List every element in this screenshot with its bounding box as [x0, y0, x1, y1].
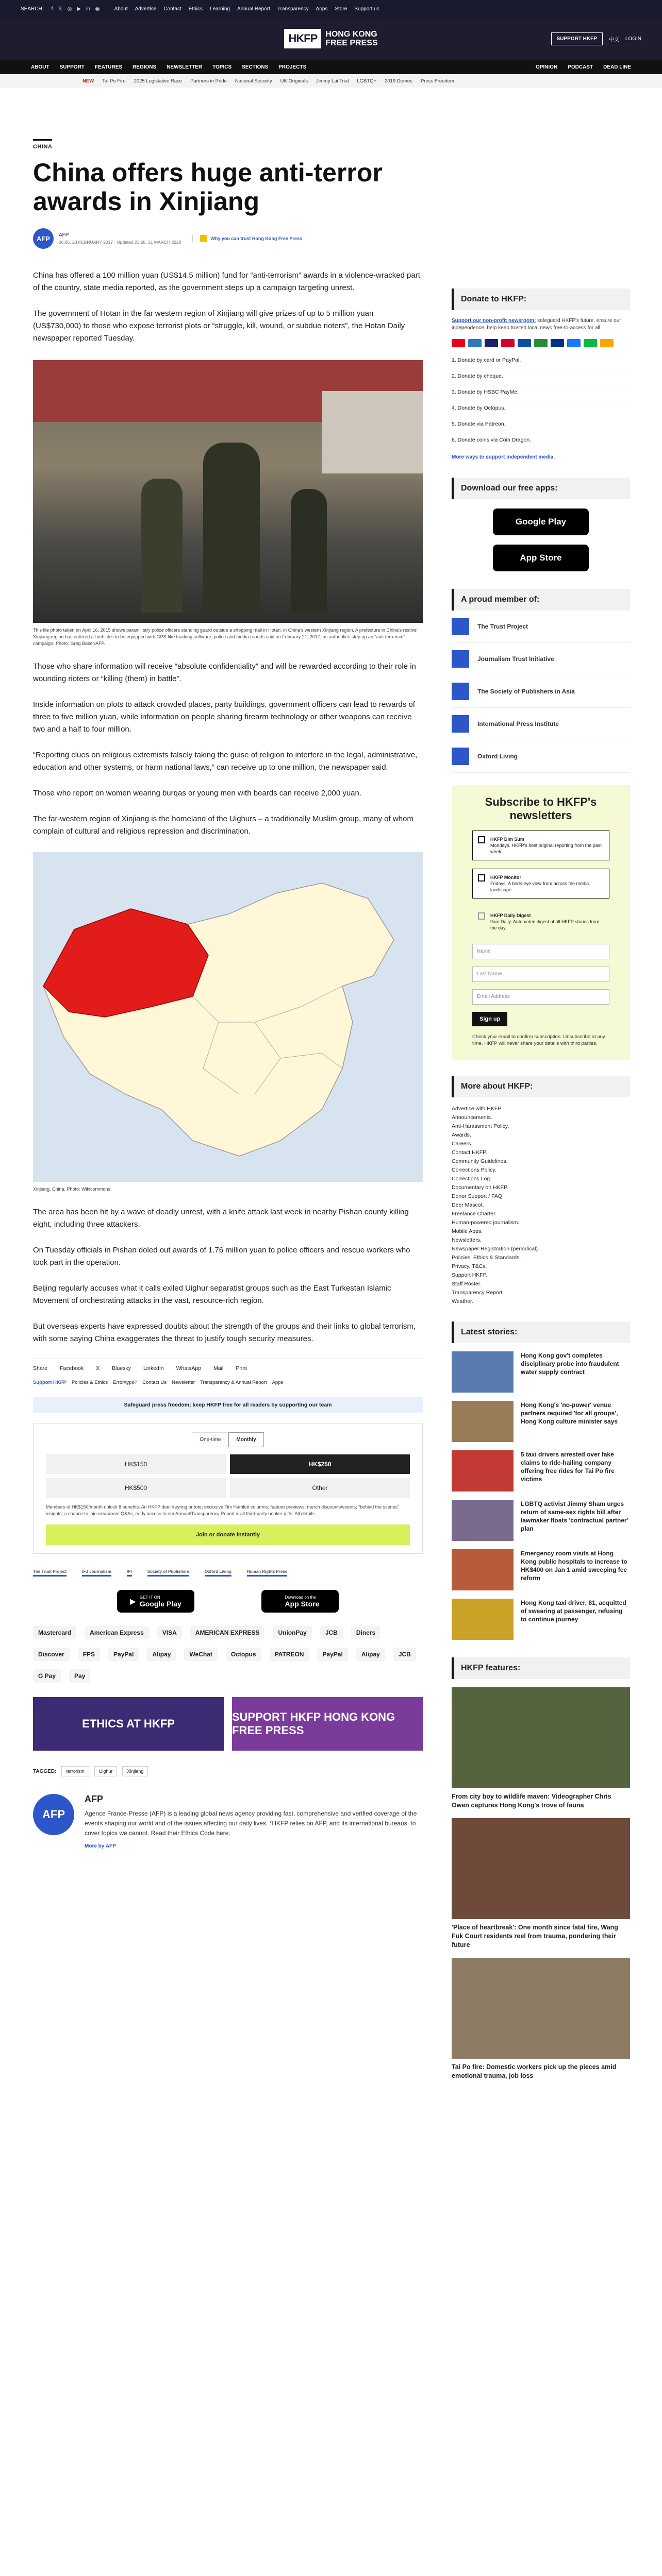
features-section [452, 1657, 630, 2080]
footer-link[interactable]: Error/typo? [113, 1380, 138, 1385]
payment-logo: American Express [85, 1626, 149, 1639]
latest-story[interactable] [452, 1500, 630, 1541]
x-icon[interactable]: 𝕏 [58, 6, 62, 12]
about-link[interactable]: Freelance Charter. [452, 1211, 496, 1217]
sidebar [452, 289, 630, 2080]
top-link[interactable]: Advertise [135, 6, 157, 12]
latest-section [452, 1321, 630, 1640]
trending-label: NEW [82, 78, 94, 84]
photo-car [322, 391, 423, 473]
about-link[interactable]: Deer Mascot. [452, 1202, 484, 1208]
author-box-avatar[interactable]: AFP [33, 1794, 74, 1835]
instagram-icon[interactable]: ◎ [67, 6, 72, 12]
login-link[interactable]: LOGIN [625, 36, 641, 42]
share-label: Share [33, 1365, 48, 1371]
tab-monthly[interactable]: Monthly [228, 1432, 263, 1447]
feature-headline: 'Place of heartbreak': One month since fatal fire, Wang Fuk Court residents reel from trauma, pondering their future [452, 1924, 618, 1948]
about-section-title: More about HKFP: [452, 1076, 630, 1097]
donate-methods [452, 352, 630, 448]
member-name: The Society of Publishers in Asia [477, 688, 575, 695]
nav-item[interactable]: SECTIONS [242, 64, 269, 70]
alipay-icon [567, 339, 581, 347]
fps-icon [534, 339, 548, 347]
feature-image [452, 1687, 630, 1788]
checkbox-checked-icon[interactable] [478, 874, 485, 882]
payment-logo: Alipay [147, 1648, 176, 1661]
author-box [33, 1794, 423, 1849]
story-thumbnail [452, 1599, 514, 1640]
donate-intro-link[interactable]: Support our non-profit newsroom: [452, 318, 536, 324]
donation-tabs [46, 1432, 410, 1447]
amount-option[interactable]: Other [230, 1478, 410, 1498]
nav-item[interactable]: DEAD LINE [603, 64, 631, 70]
trending-item[interactable]: Tai Po Fire [102, 78, 126, 84]
member-section-title: A proud member of: [452, 589, 630, 611]
partner-logo[interactable]: IPI [127, 1569, 132, 1577]
share-bar [33, 1359, 423, 1371]
member-item[interactable] [452, 708, 630, 740]
feature-item[interactable] [452, 1687, 630, 1810]
latest-story[interactable] [452, 1549, 630, 1590]
article [33, 139, 423, 1849]
partner-logo[interactable]: Society of Publishers [147, 1569, 189, 1577]
payment-logo: FPS [78, 1648, 100, 1661]
name-input[interactable]: Name [472, 944, 609, 959]
trending-item[interactable]: Press Freedom [420, 78, 454, 84]
footer-link[interactable]: Apps [272, 1380, 284, 1385]
search-link[interactable]: SEARCH [21, 6, 42, 12]
newsletter-option-desc: Mondays. HKFP's best original reporting from the past week. [490, 843, 602, 854]
tag[interactable]: Xinjiang [122, 1766, 148, 1776]
about-link[interactable]: Corrections Log. [452, 1176, 492, 1182]
nav-item[interactable]: OPINION [535, 64, 558, 70]
payment-logo: G Pay [33, 1669, 61, 1683]
share-linkedin[interactable]: LinkedIn [143, 1365, 164, 1371]
latest-story[interactable] [452, 1401, 630, 1442]
payment-logo: Octopus [226, 1648, 261, 1661]
social-icons [52, 6, 100, 12]
payment-logo: UnionPay [273, 1626, 311, 1639]
story-headline: Hong Kong taxi driver, 81, acquitted of swearing at passenger, refusing to continue journey [521, 1599, 626, 1623]
about-link[interactable]: Advertise with HKFP. [452, 1106, 502, 1112]
payment-logo: JCB [320, 1626, 343, 1639]
logo-line1: HONG KONG [325, 30, 377, 39]
amex-icon [468, 339, 482, 347]
footer-link[interactable]: Policies & Ethics [71, 1380, 108, 1385]
payment-logo: AMERICAN EXPRESS [190, 1626, 265, 1639]
nav-item[interactable]: PROJECTS [278, 64, 307, 70]
author-avatar[interactable]: AFP [33, 228, 54, 249]
tab-one-time[interactable]: One-time [192, 1432, 228, 1447]
share-print[interactable]: Print [236, 1365, 247, 1371]
story-thumbnail [452, 1500, 514, 1541]
trust-link[interactable] [192, 235, 302, 242]
about-link[interactable]: Contact HKFP. [452, 1149, 487, 1156]
payment-logo: JCB [393, 1648, 416, 1661]
story-thumbnail [452, 1549, 514, 1590]
feature-image [452, 1958, 630, 2059]
feature-image [452, 1818, 630, 1919]
latest-story[interactable] [452, 1450, 630, 1492]
last-name-input[interactable]: Last Name [472, 967, 609, 982]
payment-logo: Pay [69, 1669, 90, 1683]
paragraph: “Reporting clues on religious extremists falsely taking the guise of religion to interfere in the legal, administrative, education and other systems, or harm national laws,” can receive up to one million, the newspaper said. [33, 751, 418, 772]
newsletter-option-text [490, 912, 604, 931]
newsletter-option-text [490, 836, 604, 855]
newsletter-option-desc: 9am Daily. Automated digest of all HKFP stories from the day. [490, 919, 600, 930]
footer-link[interactable]: Contact Us [142, 1380, 167, 1385]
sidebar-app-store-button[interactable]: App Store [493, 545, 589, 571]
top-bar [0, 0, 662, 18]
linkedin-icon[interactable]: in [86, 6, 90, 12]
about-link[interactable]: Announcements. [452, 1114, 492, 1121]
logo-text [325, 30, 377, 47]
trending-item[interactable]: National Security [235, 78, 272, 84]
story-thumbnail [452, 1401, 514, 1442]
feature-headline: From city boy to wildlife maven: Videographer Chris Owen captures Hong Kong's trove of fauna [452, 1793, 611, 1809]
chinese-link[interactable]: 中文 [608, 37, 619, 43]
top-link[interactable]: Transparency [277, 6, 309, 12]
article-meta [33, 228, 423, 249]
member-logo-icon [452, 618, 469, 635]
story-thumbnail [452, 1351, 514, 1393]
photo-officer [291, 489, 327, 613]
newsletter-option-text [490, 874, 604, 893]
share-x[interactable]: X [96, 1365, 100, 1371]
about-link[interactable]: Newsletters. [452, 1237, 482, 1243]
author-bio: Agence France-Presse (AFP) is a leading global news agency providing fast, comprehensive and verified coverage of the events shaping our world and of the issues affecting our daily lives. *HKFP relies on AFP, and its international bureaus, to cover topics we cannot. Read their Ethics Code here. [85, 1810, 417, 1837]
partner-logo[interactable]: Oxford Living [205, 1569, 231, 1577]
visa-icon [485, 339, 498, 347]
payment-logo: PayPal [317, 1648, 347, 1661]
feature-item[interactable] [452, 1818, 630, 1950]
about-links [452, 1105, 630, 1306]
trending-item[interactable]: 2025 Legislative Race [134, 78, 183, 84]
partner-logo[interactable]: The Trust Project [33, 1569, 67, 1577]
payment-logo: Diners [351, 1626, 380, 1639]
donate-intro-text: safeguard HKFP's future, ensure our independence, help keep trusted local news free-to-access for all. [452, 318, 621, 331]
amount-option[interactable]: HK$150 [46, 1454, 226, 1474]
member-item[interactable] [452, 675, 630, 708]
payment-logo: Alipay [356, 1648, 385, 1661]
trending-item[interactable]: UK Originals [280, 78, 308, 84]
share-whatsapp[interactable]: WhatsApp [176, 1365, 202, 1371]
paragraph: The far-western region of Xinjiang is the homeland of the Uighurs – a traditionally Muslim group, many of whom complain of cultural and religious repression and discrimination. [33, 815, 413, 836]
checkbox-checked-icon[interactable] [478, 836, 485, 843]
member-logo-icon [452, 650, 469, 668]
share-bluesky[interactable]: Bluesky [112, 1365, 131, 1371]
brand-actions [551, 32, 641, 45]
donate-section-title: Donate to HKFP: [452, 289, 630, 310]
brand-header [0, 18, 662, 60]
donate-method[interactable]: 6. Donate coins via Coin Dragon. [452, 432, 630, 448]
paragraph: The area has been hit by a wave of deadly unrest, with a knife attack last week in nearby Pishan county killing eight, including three attackers. [33, 1208, 409, 1229]
app-store-small: Download on the [285, 1595, 316, 1600]
top-link[interactable]: Annual Report [237, 6, 270, 12]
rss-icon[interactable]: ◉ [95, 6, 100, 12]
sidebar-google-play-button[interactable]: Google Play [493, 509, 589, 535]
paypal-icon [551, 339, 564, 347]
tags-label: TAGGED: [33, 1768, 57, 1774]
latest-section-title: Latest stories: [452, 1321, 630, 1343]
story-headline: 5 taxi drivers arrested over fake claims to ride-hailing company offering free rides for Tai Po fire victims [521, 1451, 615, 1483]
about-link[interactable]: Corrections Policy. [452, 1167, 496, 1173]
footer-link-label: Support HKFP [33, 1380, 67, 1385]
paragraph: China has offered a 100 million yuan (US$14.5 million) fund for “anti-terrorism” awards in a violence-wracked part of the country, state media reported, as the government steps up a campaign targeting unrest. [33, 271, 420, 292]
trending-bar [0, 74, 662, 88]
facebook-icon[interactable]: f [51, 6, 53, 12]
email-input[interactable]: Email Address [472, 989, 609, 1005]
share-facebook[interactable]: Facebook [60, 1365, 84, 1371]
member-name: International Press Institute [477, 720, 559, 727]
google-play-text [140, 1595, 181, 1608]
payment-logo: PayPal [108, 1648, 139, 1661]
about-link[interactable]: Human-powered journalism. [452, 1219, 520, 1226]
nav-item[interactable]: NEWSLETTER [167, 64, 203, 70]
payment-logo: VISA [157, 1626, 182, 1639]
join-button[interactable]: Join or donate instantly [46, 1524, 410, 1545]
google-play-small: GET IT ON [139, 1595, 160, 1600]
article-photo [33, 360, 423, 623]
member-name: Oxford Living [477, 753, 518, 760]
story-thumbnail [452, 1450, 514, 1492]
checkbox-icon[interactable] [478, 912, 485, 920]
photo-caption: This file photo taken on April 16, 2015 shows paramilitary police officers standing guard outside a shopping mall in Hotan, in China's western Xinjiang region. A prefecture in China's restive Xinjiang region has ordered all vehicles to be equipped with GPS-like tracking software, police and media reports said on February 21, 2017, as authorities step up an “anti-terrorism” campaign. Photo: Greg Baker/AFP. [33, 628, 417, 646]
feature-item[interactable] [452, 1958, 630, 2080]
signup-button[interactable]: Sign up [472, 1012, 507, 1026]
member-name: Journalism Trust Initiative [477, 655, 554, 663]
feature-headline: Tai Po fire: Domestic workers pick up the pieces amid emotional trauma, job loss [452, 2063, 617, 2079]
about-link[interactable]: Documentary on HKFP. [452, 1184, 508, 1191]
footer-link[interactable] [33, 1380, 67, 1385]
payment-logo: Discover [33, 1648, 70, 1661]
map-graphic [33, 852, 423, 1182]
partner-logo[interactable]: IFJ Journalism [82, 1569, 111, 1577]
top-link[interactable]: Support us [354, 6, 379, 12]
site-logo[interactable] [284, 29, 377, 48]
member-name: The Trust Project [477, 623, 528, 630]
member-item[interactable] [452, 643, 630, 675]
payment-logo: Mastercard [33, 1626, 76, 1639]
story-headline: Emergency room visits at Hong Kong public hospitals to increase to HK$400 on Jan 1 amid sweeping fee reform [521, 1550, 627, 1582]
google-play-name: Google Play [139, 1599, 181, 1608]
about-link[interactable]: Donor Support / FAQ. [452, 1193, 504, 1199]
about-link[interactable]: Mobile Apps. [452, 1228, 483, 1234]
donate-method[interactable]: 5. Donate via Patreon. [452, 416, 630, 432]
story-headline: Hong Kong gov't completes disciplinary probe into fraudulent water supply contract [521, 1352, 619, 1376]
top-link[interactable]: Contact [163, 6, 181, 12]
donate-method[interactable]: 3. Donate by HSBC PayMe. [452, 384, 630, 400]
map-caption: Xinjiang, China. Photo: Wikicommons. [33, 1187, 112, 1192]
about-link[interactable]: Privacy, T&Cs. [452, 1263, 487, 1269]
about-link[interactable]: Community Guidelines. [452, 1158, 508, 1164]
trending-item[interactable]: Jimmy Lai Trial [316, 78, 349, 84]
newsletter-note: Check your email to confirm subscription. Unsubscribe at any time. HKFP will never share your details with third parties. [472, 1034, 605, 1046]
partner-logos [33, 1569, 423, 1577]
top-link[interactable]: About [114, 6, 128, 12]
paragraph: Beijing regularly accuses what it calls exiled Uighur separatist groups such as the East Turkestan Islamic Movement of orchestrating attacks in the vast, resource-rich region. [33, 1284, 391, 1305]
app-store-button[interactable] [261, 1590, 339, 1613]
wechat-icon [584, 339, 597, 347]
about-link[interactable]: Support HKFP. [452, 1272, 488, 1278]
logo-line2: FREE PRESS [325, 39, 378, 47]
about-link[interactable]: Awards. [452, 1132, 471, 1138]
about-link[interactable]: Careers. [452, 1141, 473, 1147]
top-link[interactable]: Apps [316, 6, 328, 12]
youtube-icon[interactable]: ▶ [77, 6, 81, 12]
photo-officer [141, 479, 183, 613]
top-link[interactable]: Ethics [188, 6, 203, 12]
trending-item[interactable]: Partners in Pride [190, 78, 227, 84]
tag[interactable]: terrorism [61, 1766, 89, 1776]
trust-badge-icon [200, 235, 207, 242]
payment-logo: WeChat [184, 1648, 217, 1661]
article-tags [33, 1766, 423, 1776]
story-headline: LGBTQ activist Jimmy Sham urges return of same-sex rights bill after lawmaker floats 'contractual partner' plan [521, 1500, 628, 1532]
paragraph: On Tuesday officials in Pishan doled out awards of 1.76 million yuan to police officers and rescue workers who took part in the operation. [33, 1246, 410, 1267]
paragraph: Those who report on women wearing burqas or young men with beards can receive 2,000 yuan. [33, 789, 362, 798]
top-links [114, 6, 379, 12]
unionpay-icon [501, 339, 515, 347]
xinjiang-map [33, 852, 423, 1182]
member-logo-icon [452, 715, 469, 733]
share-mail[interactable]: Mail [213, 1365, 224, 1371]
newsletter-option-title: HKFP Dim Sum [490, 837, 524, 842]
nav-item[interactable]: TOPICS [212, 64, 232, 70]
more-ways-link[interactable]: More ways to support independent media. [452, 454, 555, 460]
nav-item[interactable]: FEATURES [94, 64, 123, 70]
newsletter-option-title: HKFP Monitor [490, 875, 521, 880]
newsletter-option[interactable] [472, 869, 609, 899]
top-link[interactable]: Learning [210, 6, 230, 12]
member-item[interactable] [452, 740, 630, 773]
article-body [33, 269, 423, 1345]
newsletter-option[interactable] [472, 831, 609, 860]
paragraph: Those who share information will receive “absolute confidentiality” and will be rewarded according to their role in wounding rioters or “killing (them) in battle”. [33, 662, 416, 683]
about-link[interactable]: Newspaper Registration (periodical). [452, 1246, 539, 1252]
nav-item[interactable]: REGIONS [133, 64, 157, 70]
latest-story[interactable] [452, 1599, 630, 1640]
play-icon: ▶ [130, 1597, 136, 1605]
main-nav [0, 60, 662, 74]
newsletter-option-desc: Fridays. A birds-eye view from across the media landscape. [490, 881, 589, 892]
mastercard-icon [452, 339, 465, 347]
partner-logo[interactable]: Human Rights Press [247, 1569, 287, 1577]
card-logos [452, 339, 630, 347]
article-title: China offers huge anti-terror awards in Xinjiang [33, 158, 383, 216]
donate-method[interactable]: 4. Donate by Octopus. [452, 400, 630, 416]
paragraph: But overseas experts have expressed doubts about the strength of the groups and their links to global terrorism, with some saying China exaggerates the threat to justify tough security measures. [33, 1322, 416, 1343]
about-link[interactable]: Policies, Ethics & Standards. [452, 1255, 521, 1261]
safeguard-banner: Safeguard press freedom; keep HKFP free for all readers by supporting our team [33, 1397, 423, 1413]
nav-item[interactable]: SUPPORT [59, 64, 85, 70]
google-play-button[interactable] [117, 1590, 194, 1613]
newsletter-option[interactable] [472, 907, 609, 937]
member-list [452, 611, 630, 773]
more-by-author-link[interactable]: More by AFP [85, 1843, 116, 1849]
tag[interactable]: Uighur [94, 1766, 118, 1776]
footer-link[interactable]: Newsletter [172, 1380, 195, 1385]
app-store-links [33, 1590, 423, 1613]
apps-section-title: Download our free apps: [452, 478, 630, 499]
about-link[interactable]: Staff Roster. [452, 1281, 482, 1287]
jcb-icon [518, 339, 531, 347]
about-section [452, 1076, 630, 1306]
payment-logo: PATREON [270, 1648, 309, 1661]
donate-intro [452, 317, 630, 332]
newsletter-box [452, 785, 630, 1060]
ethics-banner[interactable]: ETHICS AT HKFP [33, 1697, 224, 1751]
photo-officer [203, 443, 260, 613]
paragraph: Inside information on plots to attack crowded places, party buildings, government officers can lead to rewards of three to five million yuan, while information on people sharing firearm technology or other weapons can receive two and a half to four million. [33, 700, 415, 734]
newsletter-title: Subscribe to HKFP's newsletters [485, 795, 597, 822]
support-button[interactable]: SUPPORT HKFP [551, 32, 603, 45]
trust-text: Why you can trust Hong Kong Free Press [210, 236, 302, 241]
footer-link[interactable]: Transparency & Annual Report [200, 1380, 267, 1385]
category-label[interactable]: CHINA [33, 139, 52, 150]
about-link[interactable]: Weather. [452, 1298, 473, 1304]
newsletter-option-title: HKFP Daily Digest [490, 913, 531, 918]
amount-option[interactable]: HK$500 [46, 1478, 226, 1498]
amount-options [46, 1454, 410, 1498]
author-name[interactable]: AFP [59, 232, 69, 238]
donate-method[interactable]: 2. Donate by cheque. [452, 368, 630, 384]
latest-story[interactable] [452, 1351, 630, 1393]
author-box-name[interactable]: AFP [85, 1794, 103, 1804]
member-logo-icon [452, 748, 469, 765]
member-item[interactable] [452, 611, 630, 643]
nav-item[interactable]: PODCAST [568, 64, 593, 70]
octopus-icon [600, 339, 614, 347]
publish-date: 06:05, 23 FEBRUARY 2017 · Updated 23:55, 21 MARCH 2020 [59, 240, 181, 245]
support-banner[interactable]: SUPPORT HKFP HONG KONG FREE PRESS [232, 1697, 423, 1751]
trending-item[interactable]: 2019 Demos [385, 78, 412, 84]
paragraph: The government of Hotan in the far western region of Xinjiang will give prizes of up to 5 million yuan (US$730,000) to those who expose terrorist plots or “struggle, kill, wound, or subdue rioters”, the Hotan Daily newspaper reported Tuesday. [33, 309, 405, 343]
amount-option-selected[interactable]: HK$250 [230, 1454, 410, 1474]
donation-box [33, 1423, 423, 1554]
payment-methods [33, 1626, 423, 1683]
app-store-name: App Store [285, 1599, 320, 1608]
member-logo-icon [452, 683, 469, 700]
about-link[interactable]: Transparency Report. [452, 1290, 504, 1296]
membership-text: Members of HK$150/month unlock 8 benefits: An HKFP deer keyring or tote; exclusive Tim Hamlett columns; feature previews; merch discounts/events; “behind the scenes” insights; a chance to join newsroom Q&As, early access to our Annual/Transparency Report & all third-party booker gifts. All details. [46, 1504, 400, 1516]
app-store-text [285, 1595, 320, 1608]
promo-banners [33, 1697, 423, 1751]
footer-links [33, 1380, 423, 1385]
features-section-title: HKFP features: [452, 1657, 630, 1679]
nav-item[interactable]: ABOUT [31, 64, 49, 70]
donate-method[interactable]: 1. Donate by card or PayPal. [452, 352, 630, 368]
trending-item[interactable]: LGBTQ+ [357, 78, 377, 84]
logo-mark: HKFP [284, 29, 321, 48]
story-headline: Hong Kong's 'no-power' venue partners required 'for all groups', Hong Kong culture minister says [521, 1401, 618, 1425]
about-link[interactable]: Anti-Harassment Policy. [452, 1123, 509, 1129]
top-link[interactable]: Store [335, 6, 347, 12]
